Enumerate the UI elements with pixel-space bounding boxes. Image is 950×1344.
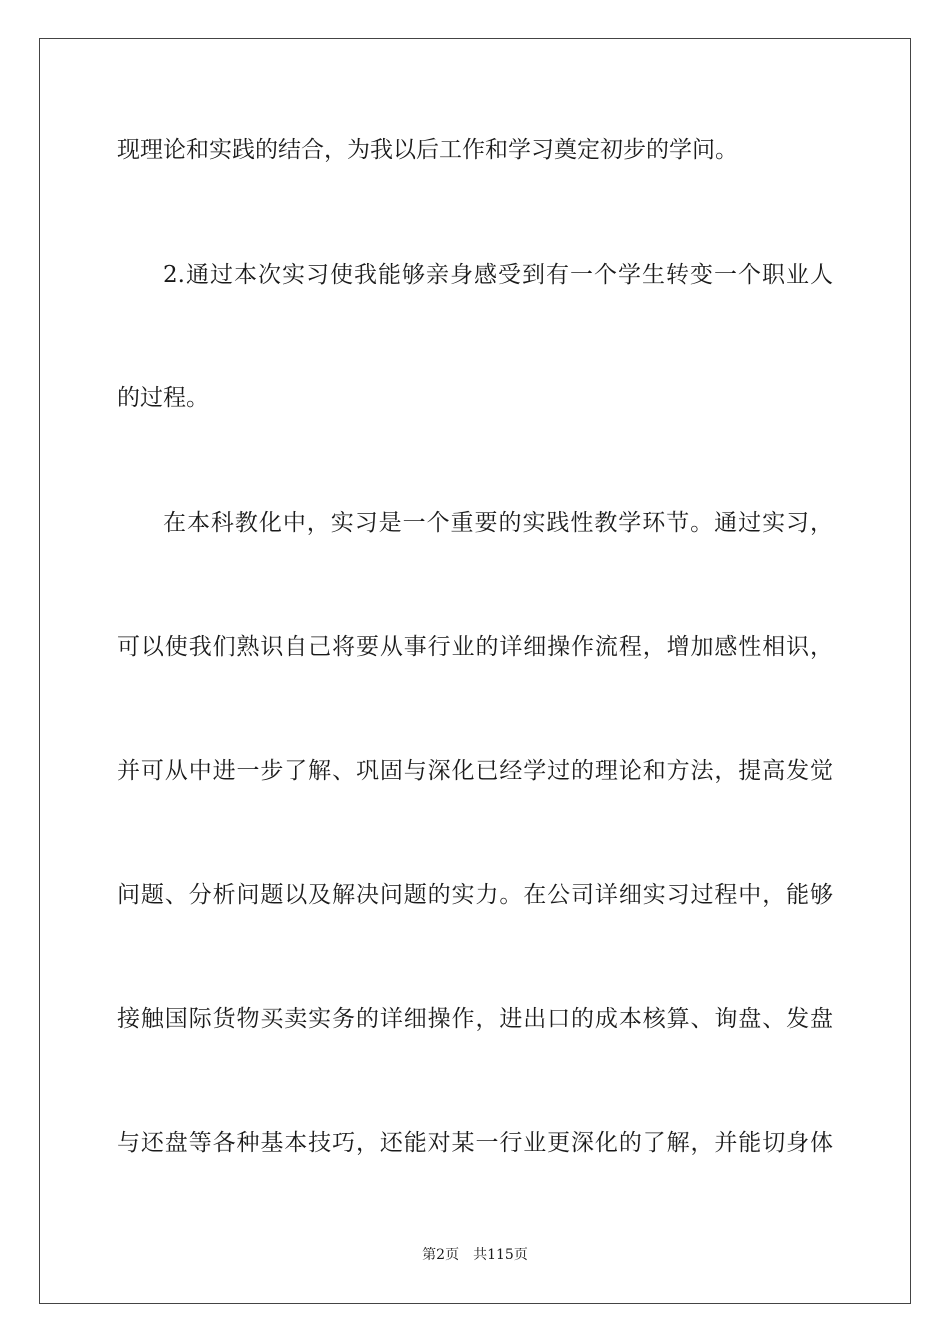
text-line: 接触国际货物买卖实务的详细操作，进出口的成本核算、询盘、发盘 [117,1006,833,1032]
page-footer [0,1245,950,1265]
text-line: 现理论和实践的结合，为我以后工作和学习奠定初步的学问。 [117,137,738,163]
text-line: 在本科教化中，实习是一个重要的实践性教学环节。通过实习， [163,510,833,536]
page-frame [39,38,911,1304]
text-line: 问题、分析问题以及解决问题的实力。在公司详细实习过程中，能够 [117,882,833,908]
text-line: 2.通过本次实习使我能够亲身感受到有一个学生转变一个职业人 [163,262,833,288]
text-line: 的过程。 [117,385,209,411]
page-number: 第2页 [422,1247,460,1263]
page-total: 共115页 [473,1247,528,1263]
text-line: 可以使我们熟识自己将要从事行业的详细操作流程，增加感性相识， [117,634,833,660]
text-line: 与还盘等各种基本技巧，还能对某一行业更深化的了解，并能切身体 [117,1130,833,1156]
text-line: 并可从中进一步了解、巩固与深化已经学过的理论和方法，提高发觉 [117,758,833,784]
